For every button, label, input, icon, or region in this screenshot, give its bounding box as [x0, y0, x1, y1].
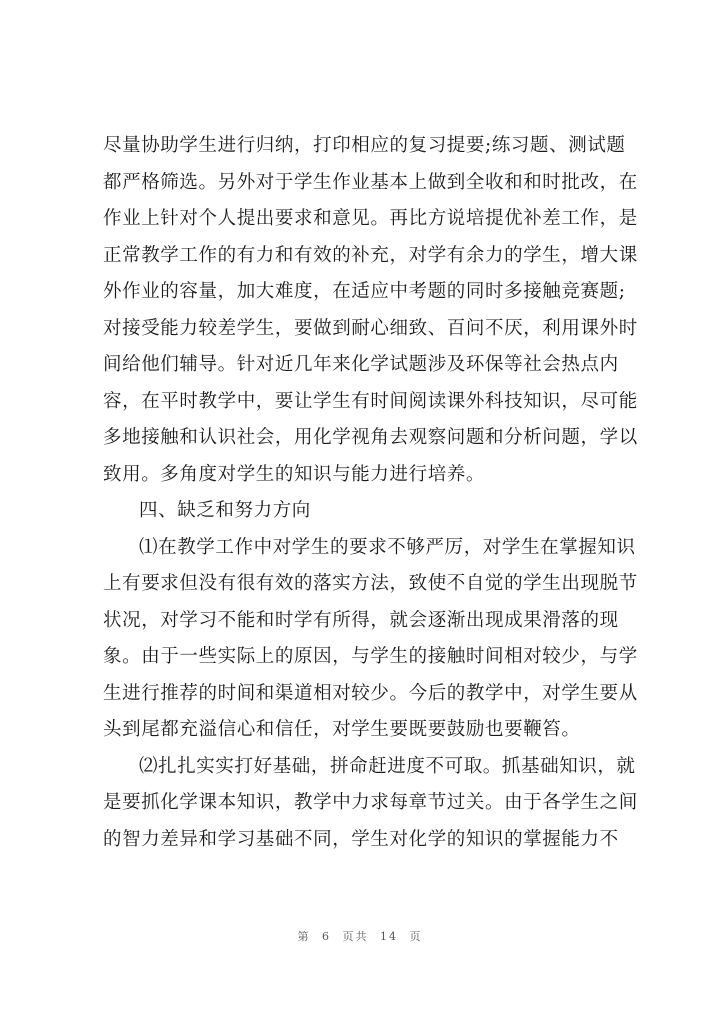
paragraph-1-line: 头到尾都充溢信心和信任，对学生要既要鼓励也要鞭笞。: [103, 719, 581, 740]
paragraph-1-line: 生进行推荐的时间和渠道相对较少。今后的教学中，对学生要从: [103, 682, 638, 704]
paragraph-2-line: 是要抓化学课本知识，教学中力求每章节过关。由于各学生之间: [103, 792, 638, 813]
paragraph-1-line: 状况，对学习不能和时学有所得，就会逐渐出现成果滑落的现: [103, 609, 619, 631]
paragraph-1-line: 象。由于一些实际上的原因，与学生的接触时间相对较少，与学: [103, 646, 638, 667]
text-line: 作业上针对个人提出要求和意见。再比方说培提优补差工作，是: [103, 208, 638, 229]
text-line: 正常教学工作的有力和有效的补充，对学有余力的学生，增大课: [103, 244, 638, 266]
text-line: 外作业的容量，加大难度，在适应中考题的同时多接触竞赛题;: [103, 281, 626, 302]
footer-total-pages: 14: [380, 930, 398, 943]
text-line: 容，在平时教学中，要让学生有时间阅读课外科技知识，尽可能: [103, 390, 638, 412]
page-footer: [0, 928, 720, 944]
paragraph-2-line: 的智力差异和学习基础不同，学生对化学的知识的掌握能力不: [103, 828, 619, 850]
body-text: [103, 128, 638, 858]
section-heading: 四、缺乏和努力方向: [139, 500, 311, 521]
text-line: 多地接触和认识社会，用化学视角去观察问题和分析问题，学以: [103, 427, 638, 448]
footer-suffix: 页: [409, 930, 423, 943]
paragraph-1-line: 上有要求但没有很有效的落实方法，致使不自觉的学生出现脱节: [103, 573, 638, 594]
footer-current-page: 6: [322, 930, 331, 943]
footer-prefix: 第: [297, 930, 311, 943]
paragraph-2-line: ⑵扎扎实实打好基础，拼命赶进度不可取。抓基础知识，就: [139, 755, 636, 777]
text-line: 都严格筛选。另外对于学生作业基本上做到全收和和时批改，在: [103, 171, 638, 193]
paragraph-1-line: ⑴在教学工作中对学生的要求不够严厉，对学生在掌握知识: [139, 536, 636, 558]
text-line: 尽量协助学生进行归纳，打印相应的复习提要;练习题、测试题: [103, 135, 626, 156]
footer-middle: 页共: [342, 930, 369, 943]
text-line: 致用。多角度对学生的知识与能力进行培养。: [103, 463, 486, 485]
text-line: 对接受能力较差学生，要做到耐心细致、百问不厌，利用课外时: [103, 317, 638, 339]
text-line: 间给他们辅导。针对近几年来化学试题涉及环保等社会热点内: [103, 354, 619, 375]
